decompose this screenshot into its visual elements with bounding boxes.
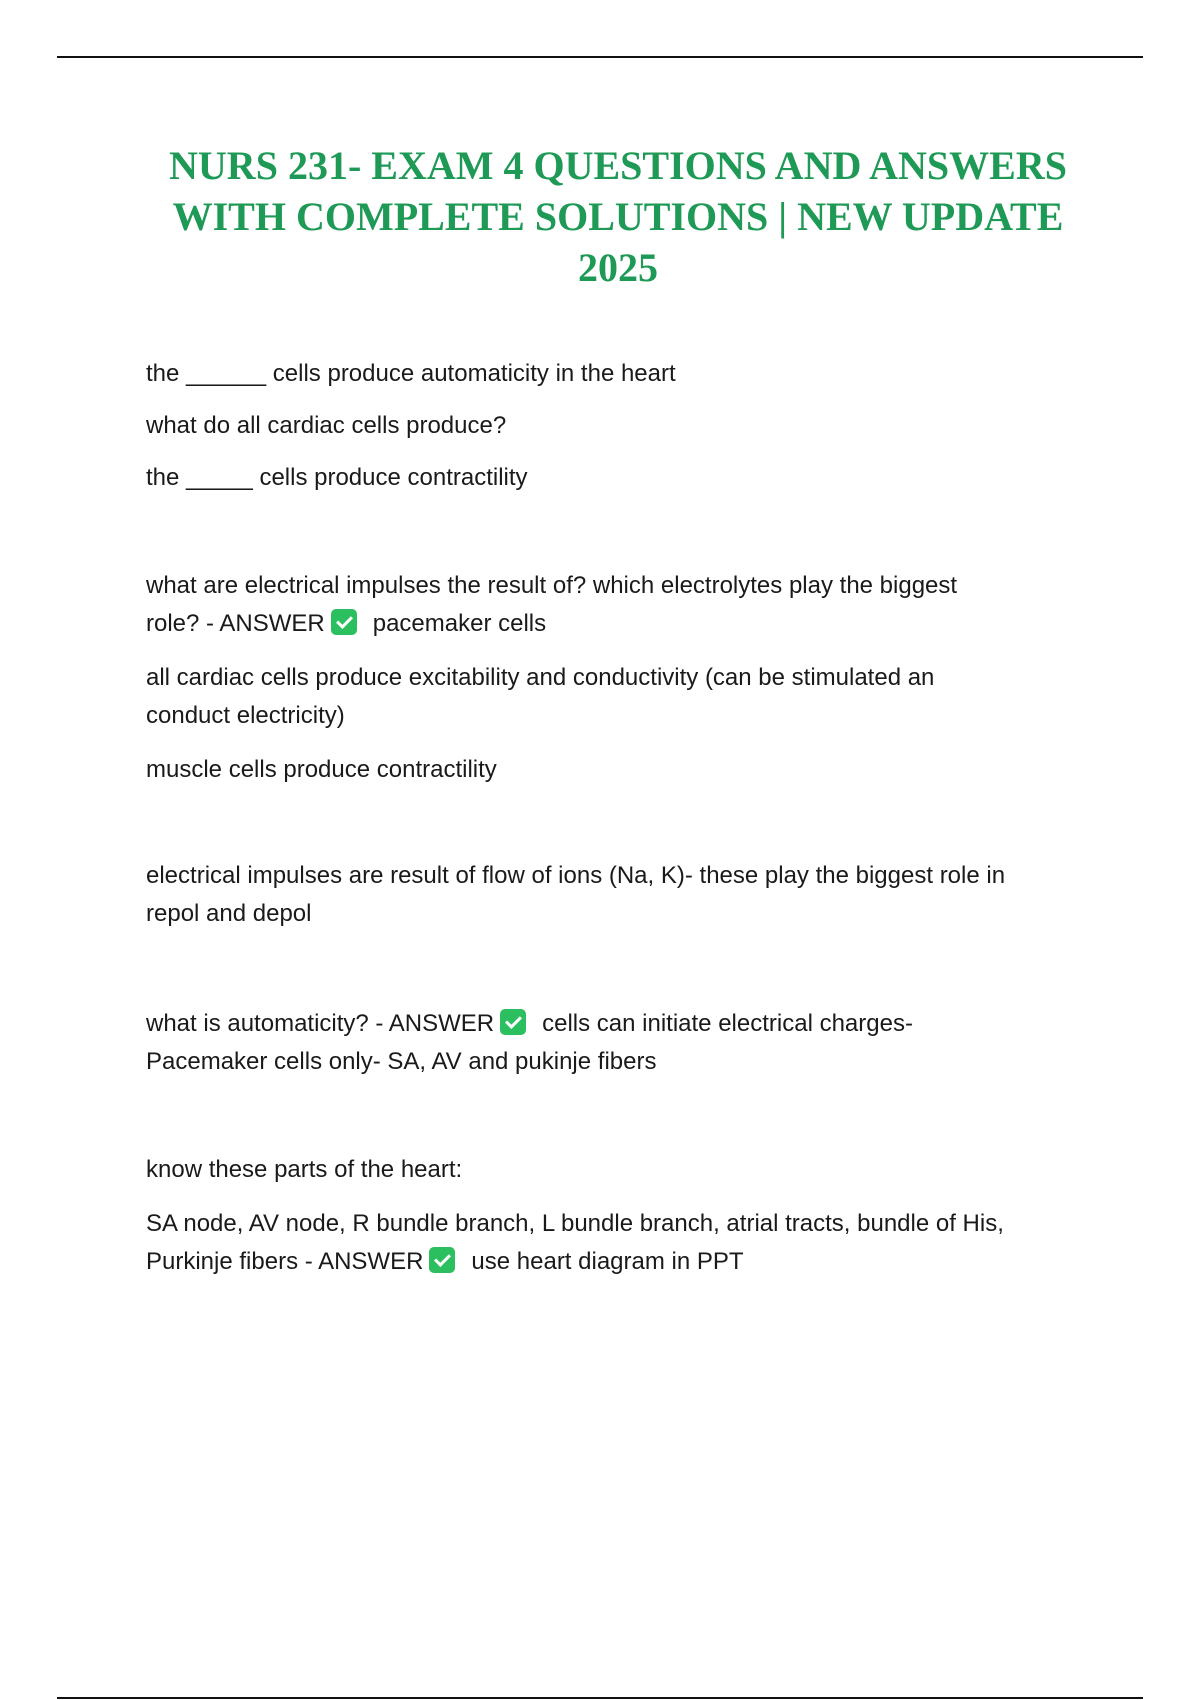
check-badge-icon <box>429 1247 455 1273</box>
question-line: the ______ cells produce automaticity in the heart <box>146 360 676 387</box>
answer-line: all cardiac cells produce excitability and conductivity (can be stimulated an <box>146 664 935 691</box>
answer-text: cells can initiate electrical charges- <box>542 1010 913 1037</box>
question-answer-line <box>146 1243 1086 1281</box>
question-answer-line <box>146 605 1086 643</box>
top-rule <box>57 56 1143 58</box>
question-text: Purkinje fibers - ANSWER <box>146 1248 424 1275</box>
bottom-rule <box>57 1697 1143 1699</box>
answer-text: pacemaker cells <box>372 610 547 637</box>
answer-line: conduct electricity) <box>146 702 345 729</box>
answer-line: repol and depol <box>146 900 312 927</box>
question-text: role? - ANSWER <box>146 610 325 637</box>
check-badge-icon <box>331 609 357 635</box>
answer-line: electrical impulses are result of flow of ions (Na, K)- these play the biggest role in <box>146 862 1006 889</box>
answer-text: use heart diagram in PPT <box>471 1248 744 1275</box>
answer-line: Pacemaker cells only- SA, AV and pukinje fibers <box>146 1048 657 1075</box>
document-title <box>150 140 1086 293</box>
title-line-1: NURS 231- EXAM 4 QUESTIONS AND ANSWERS <box>169 143 1067 188</box>
title-line-2: WITH COMPLETE SOLUTIONS | NEW UPDATE <box>172 194 1064 239</box>
answer-line: muscle cells produce contractility <box>146 756 497 783</box>
question-line: know these parts of the heart: <box>146 1156 463 1183</box>
question-text: what is automaticity? - ANSWER <box>146 1010 495 1037</box>
question-line: what are electrical impulses the result of? which electrolytes play the biggest <box>146 572 958 599</box>
question-line: SA node, AV node, R bundle branch, L bundle branch, atrial tracts, bundle of His, <box>146 1210 1004 1237</box>
question-line: what do all cardiac cells produce? <box>146 412 507 439</box>
question-answer-line <box>146 1005 1086 1043</box>
document-body <box>146 355 1086 1281</box>
title-line-3: 2025 <box>578 245 658 290</box>
check-badge-icon <box>500 1009 526 1035</box>
question-line: the _____ cells produce contractility <box>146 464 528 491</box>
